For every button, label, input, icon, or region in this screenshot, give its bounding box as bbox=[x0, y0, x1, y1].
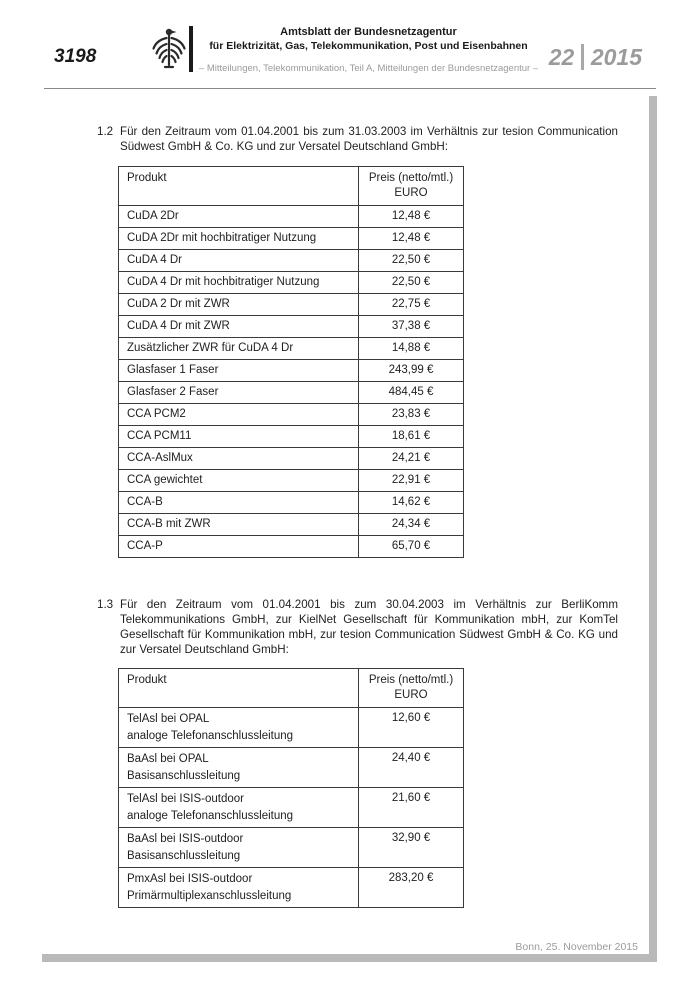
table-row bbox=[119, 206, 464, 228]
price-cell: 32,90 € bbox=[359, 828, 464, 868]
price-cell: 283,20 € bbox=[359, 868, 464, 908]
table-row bbox=[119, 470, 464, 492]
table-row bbox=[119, 448, 464, 470]
product-line-1: BaAsl bei OPAL bbox=[127, 753, 209, 765]
page-shadow-right bbox=[649, 96, 657, 962]
table-row bbox=[119, 708, 464, 748]
table-row bbox=[119, 828, 464, 868]
price-cell: 24,21 € bbox=[359, 448, 464, 470]
issue-number: 22 bbox=[548, 44, 575, 70]
emblem-divider bbox=[189, 26, 193, 72]
footer-dateline: Bonn, 25. November 2015 bbox=[515, 941, 638, 953]
price-cell: 243,99 € bbox=[359, 360, 464, 382]
masthead bbox=[196, 26, 541, 74]
issue-divider-bar bbox=[581, 44, 584, 70]
table-row bbox=[119, 316, 464, 338]
section-1-3-number: 1.3 bbox=[97, 598, 114, 611]
price-cell: 22,50 € bbox=[359, 250, 464, 272]
price-cell: 12,48 € bbox=[359, 228, 464, 250]
col-header-produkt: Produkt bbox=[119, 669, 359, 708]
publication-subtitle: – Mitteilungen, Telekommunikation, Teil A, Mitteilungen der Bundesnetzagentur – bbox=[198, 63, 539, 74]
table-row bbox=[119, 338, 464, 360]
product-line-1: PmxAsl bei ISIS-outdoor bbox=[127, 873, 253, 885]
price-cell: 65,70 € bbox=[359, 536, 464, 558]
product-cell bbox=[119, 748, 359, 788]
header-rule bbox=[44, 88, 656, 89]
price-header-line2: EURO bbox=[394, 689, 428, 701]
table-row bbox=[119, 748, 464, 788]
product-line-2: analoge Telefonanschlussleitung bbox=[127, 729, 294, 742]
price-cell: 24,40 € bbox=[359, 748, 464, 788]
product-cell: CuDA 4 Dr mit ZWR bbox=[119, 316, 359, 338]
product-line-2: Primärmultiplexanschlussleitung bbox=[127, 889, 292, 902]
product-cell: Glasfaser 2 Faser bbox=[119, 382, 359, 404]
price-header-line1: Preis (netto/mtl.) bbox=[368, 172, 454, 184]
table-row bbox=[119, 272, 464, 294]
price-cell: 21,60 € bbox=[359, 788, 464, 828]
table-row bbox=[119, 492, 464, 514]
product-cell: CCA-B bbox=[119, 492, 359, 514]
section-1-3 bbox=[97, 597, 618, 657]
bundesadler-icon-svg bbox=[151, 24, 187, 72]
product-cell: CCA-AslMux bbox=[119, 448, 359, 470]
product-cell bbox=[119, 788, 359, 828]
page-shadow-bottom bbox=[42, 954, 657, 962]
table-row bbox=[119, 382, 464, 404]
product-cell: CuDA 4 Dr bbox=[119, 250, 359, 272]
product-cell bbox=[119, 708, 359, 748]
page-number: 3198 bbox=[54, 46, 97, 67]
publication-title-line1: Amtsblatt der Bundesnetzagentur bbox=[280, 26, 457, 38]
product-cell: CCA-P bbox=[119, 536, 359, 558]
product-cell: CuDA 2 Dr mit ZWR bbox=[119, 294, 359, 316]
product-cell: CCA gewichtet bbox=[119, 470, 359, 492]
product-cell bbox=[119, 828, 359, 868]
product-cell: CuDA 2Dr mit hochbitratiger Nutzung bbox=[119, 228, 359, 250]
table-row bbox=[119, 250, 464, 272]
product-line-1: BaAsl bei ISIS-outdoor bbox=[127, 833, 244, 845]
table-row bbox=[119, 360, 464, 382]
col-header-produkt: Produkt bbox=[119, 167, 359, 206]
section-1-2-text: Für den Zeitraum vom 01.04.2001 bis zum 31.03.2003 im Verhältnis zur tesion Communication Südwest GmbH & Co. KG und zur Versatel Deutschland GmbH: bbox=[120, 125, 618, 153]
price-cell: 23,83 € bbox=[359, 404, 464, 426]
table-header-row bbox=[119, 167, 464, 206]
col-header-preis bbox=[359, 669, 464, 708]
product-cell: CuDA 2Dr bbox=[119, 206, 359, 228]
table-row bbox=[119, 294, 464, 316]
product-line-2: Basisanschlussleitung bbox=[127, 769, 241, 782]
table-row bbox=[119, 426, 464, 448]
price-cell: 14,62 € bbox=[359, 492, 464, 514]
table-row bbox=[119, 788, 464, 828]
issue-year: 2015 bbox=[590, 44, 642, 70]
price-cell: 14,88 € bbox=[359, 338, 464, 360]
price-header-line2: EURO bbox=[394, 187, 428, 199]
col-header-preis bbox=[359, 167, 464, 206]
table-row bbox=[119, 514, 464, 536]
product-cell: CCA PCM2 bbox=[119, 404, 359, 426]
product-cell: CuDA 4 Dr mit hochbitratiger Nutzung bbox=[119, 272, 359, 294]
product-cell: Glasfaser 1 Faser bbox=[119, 360, 359, 382]
section-1-2 bbox=[97, 124, 618, 154]
product-line-1: TelAsl bei OPAL bbox=[127, 713, 210, 725]
price-table-1 bbox=[118, 166, 464, 558]
price-table-2 bbox=[118, 668, 464, 908]
bundesadler-icon bbox=[151, 24, 187, 72]
section-1-3-text: Für den Zeitraum vom 01.04.2001 bis zum 30.04.2003 im Verhältnis zur BerliKomm Telekommunikations GmbH, zur KielNet Gesellschaft für Kommunikation mbH, zur KomTel Gesellschaft für Kommunikation mbH, zur tesion Communication Südwest GmbH & Co. KG und zur Versatel Deutschland GmbH: bbox=[120, 598, 618, 656]
table-row bbox=[119, 228, 464, 250]
section-1-2-number: 1.2 bbox=[97, 125, 114, 138]
price-cell: 22,75 € bbox=[359, 294, 464, 316]
issue-label bbox=[549, 44, 642, 71]
table-row bbox=[119, 404, 464, 426]
price-cell: 22,50 € bbox=[359, 272, 464, 294]
price-cell: 12,48 € bbox=[359, 206, 464, 228]
price-cell: 22,91 € bbox=[359, 470, 464, 492]
product-line-1: TelAsl bei ISIS-outdoor bbox=[127, 793, 244, 805]
price-cell: 12,60 € bbox=[359, 708, 464, 748]
table-header-row bbox=[119, 669, 464, 708]
publication-title-line2: für Elektrizität, Gas, Telekommunikation, Post und Eisenbahnen bbox=[209, 40, 528, 52]
product-cell: CCA-B mit ZWR bbox=[119, 514, 359, 536]
price-table-1-wrap bbox=[118, 166, 464, 558]
product-cell bbox=[119, 868, 359, 908]
price-header-line1: Preis (netto/mtl.) bbox=[368, 674, 454, 686]
product-line-2: analoge Telefonanschlussleitung bbox=[127, 809, 294, 822]
price-cell: 24,34 € bbox=[359, 514, 464, 536]
table-row bbox=[119, 868, 464, 908]
product-cell: Zusätzlicher ZWR für CuDA 4 Dr bbox=[119, 338, 359, 360]
price-table-2-wrap bbox=[118, 668, 464, 908]
product-cell: CCA PCM11 bbox=[119, 426, 359, 448]
product-line-2: Basisanschlussleitung bbox=[127, 849, 241, 862]
price-cell: 484,45 € bbox=[359, 382, 464, 404]
price-cell: 37,38 € bbox=[359, 316, 464, 338]
table-row bbox=[119, 536, 464, 558]
price-cell: 18,61 € bbox=[359, 426, 464, 448]
